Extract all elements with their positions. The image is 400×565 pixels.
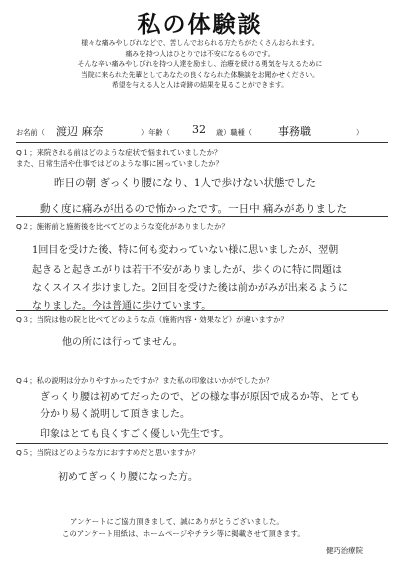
footer-note: このアンケート用紙は、ホームページやチラシ等に掲載させて頂きます。	[62, 529, 305, 538]
age-value: 32	[192, 123, 206, 136]
answer-2-line-3: なくスイスイ歩けました。2回目を受けた後は前かがみが出来るように	[32, 283, 348, 294]
answer-5-line-1: 初めてぎっくり腰になった方。	[58, 472, 198, 483]
close-paren: ）	[356, 128, 364, 137]
answer-2-line-4: なりました。今は普通に歩けています。	[32, 301, 212, 312]
answer-1-line-1: 昨日の朝 ぎっくり腰になり、1人で歩けない状態でした	[54, 177, 317, 189]
divider	[16, 216, 388, 217]
question-1	[16, 147, 223, 169]
divider	[16, 443, 388, 444]
answer-4-line-1: ぎっくり腰は初めてだったので、どの様な事が原因で成るか等、とても	[40, 392, 360, 403]
name-value: 渡辺 麻奈	[56, 125, 104, 138]
question-1-line-2: また、日常生活や仕事ではどのような事に困っていましたか？	[16, 159, 223, 168]
job-value: 事務職	[278, 125, 311, 138]
age-unit-job-label: 歳）職種（	[216, 128, 252, 137]
intro-line: そんな辛い痛みやしびれを持つ人達を励まし、治療を続ける勇気を与えるために	[77, 60, 323, 69]
question-2	[16, 221, 229, 232]
question-1-line-1: Q１；来院される前はどのような症状で悩まれていましたか？	[16, 148, 222, 157]
personal-info-row	[16, 122, 388, 140]
answer-2-line-1: 1回目を受けた後、特に何も変わっていない様に思いましたが、翌朝	[32, 245, 339, 256]
divider	[16, 142, 388, 143]
page-title: 私の体験談	[137, 11, 263, 38]
name-label: お名前（	[16, 128, 45, 137]
answer-3-line-1: 他の所には行ってません。	[62, 337, 183, 348]
question-5-line-1: Q５；当院はどのような方におすすめだと思いますか？	[16, 448, 200, 457]
intro-text	[0, 38, 400, 91]
question-2-line-1: Q２；施術前と施術後を比べてどのような変化がありましたか？	[16, 222, 229, 231]
question-3-line-1: Q３；当院は他の院と比べてどのような点（施術内容・効果など）が違いますか？	[16, 315, 288, 324]
intro-line: 痛みを持つ人はひとりでは不安になるものです。	[125, 49, 275, 58]
clinic-name: 健巧治療院	[326, 546, 363, 555]
divider	[16, 310, 388, 311]
answer-1-line-2: 動く度に痛みが出るので怖かったです。一日中 痛みがありました	[40, 203, 347, 215]
intro-line: 当院に来られた先輩としてあなたの良くなられた体験談をお聞かせください。	[81, 70, 319, 79]
question-4-line-1: Q４；私の説明は分かりやすかったですか？また私の印象はいかがでしたか？	[16, 376, 274, 385]
question-3	[16, 314, 288, 325]
answer-4-line-2: 分かり易く説明して頂きました。	[40, 409, 190, 420]
answer-2-line-2: 起きると起きエがりは若干不安がありましたが、歩くのに特に問題は	[32, 265, 342, 276]
intro-line: 様々な痛みやしびれなどで、苦しんでおられる方たちがたくさんおられます。	[81, 39, 319, 47]
footer-thanks: アンケートにご協力頂きまして、誠にありがとうございました。	[70, 517, 284, 526]
age-label: ）年齢（	[141, 128, 170, 137]
question-4	[16, 375, 273, 386]
answer-4-line-3: 印象はとても良くすごく優しい先生です。	[40, 429, 230, 440]
intro-line: 希望を与える人と人は奇跡の結果を見ることができます。	[111, 81, 289, 90]
question-5	[16, 447, 199, 458]
